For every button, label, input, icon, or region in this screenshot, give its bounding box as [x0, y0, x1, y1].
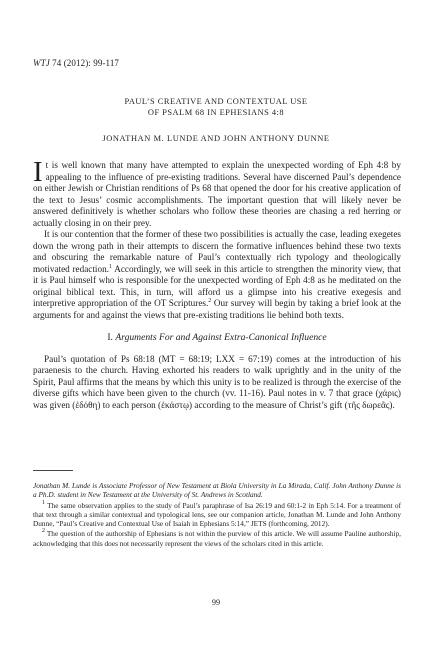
footnote-1-text: The same observation applies to the study of Paul’s paraphrase of Isa 26:19 and 60:1-2 in Eph 5:14. For a treatment of that text through a similar contextual and typological lens, see our companion article, Jonathan M. Lunde and John Anthony Dunne, “Paul’s Creative and Contextual Use of Isaiah in Ephesians 5:14,” JETS (forthcoming, 2012).	[33, 500, 401, 529]
footnote-1-number: 1	[42, 499, 45, 506]
section-title: Arguments For and Against Extra-Canonical Influence	[115, 332, 327, 343]
journal-volume: 74 (2012): 99-117	[49, 58, 120, 68]
article-body	[33, 156, 401, 411]
paragraph-2-text-a: It is our contention that the former of these two possibilities is actually the case, leading exegetes down the wrong path in their attempts to discern the formative influences behind these two texts and obscuring the remarkable nature of Paul’s contextually rich typology and theologically motivated redaction.	[33, 229, 401, 274]
journal-abbrev: WTJ	[33, 58, 50, 68]
footnote-2-text: The question of the authorship of Ephesians is not within the purview of this article. We will assume Pauline authorship, acknowledging that this does not necessarily represent the views of the scholars cited in this article.	[33, 529, 401, 548]
footnotes	[33, 481, 401, 549]
page-number: 99	[211, 598, 221, 607]
footnote-2	[33, 529, 401, 548]
drop-cap: I	[33, 156, 43, 188]
article-title-line2: OF PSALM 68 IN EPHESIANS 4:8	[147, 108, 285, 117]
footnote-1	[33, 501, 401, 529]
footnote-2-number: 2	[42, 528, 45, 535]
paragraph-2	[33, 229, 401, 321]
paragraph-2-text-c: Our survey will begin by taking a brief look at the arguments for and against the views that pre-existing traditions lie behind both texts.	[33, 298, 401, 320]
section-number: I.	[107, 332, 116, 343]
paragraph-3: Paul’s quotation of Ps 68:18 (MT = 68:19; LXX = 67:19) comes at the introduction of his paraenesis to the church. Having exhorted his readers to walk uprightly and in the unity of the Spirit, Paul affirms that the means by which this unity is to be realized is through the exercise of the diverse gifts which have been given to the church (vv. 11-16). Paul notes in v. 7 that grace (χάρις) was given (ἐδόθη) to each person (ἑκάστῳ) according to the measure of Christ’s gift (τῆς δωρεᾶς).	[33, 353, 401, 410]
paragraph-1	[33, 156, 401, 229]
section-heading	[33, 332, 401, 344]
paragraph-2-text-b: Accordingly, we will seek in this article to strengthen the minority view, that it is Paul himself who is responsible for the unexpected wording of Eph 4:8 as he meditated on the original biblical text. This, in turn, will afford us a glimpse into his creative exegesis and interpretive appropriation of the OT Scriptures.	[33, 263, 401, 308]
footnote-divider	[33, 470, 73, 471]
author-note: Jonathan M. Lunde is Associate Professor of New Testament at Biola University in La Mirada, Calif. John Anthony Dunne is a Ph.D. student in New Testament at the University of St. Andrews in Scotland.	[33, 481, 401, 500]
paragraph-1-text: t is well known that many have attempted to explain the unexpected wording of Eph 4:8 by appealing to the influence of pre-existing traditions. Several have discerned Paul’s dependence on either Jewish or Christian renditions of Ps 68 that opened the door for his creative application of the text to Jesus’ cosmic accomplishments. The important question that will likely never be answered definitively is whether scholars who follow these theories are chasing a red herring or actually closing in on their prey.	[33, 160, 401, 228]
journal-citation	[33, 58, 119, 68]
footnote-ref-1[interactable]: 1	[108, 263, 112, 270]
article-authors: JONATHAN M. LUNDE AND JOHN ANTHONY DUNNE	[102, 134, 330, 143]
article-title	[0, 96, 432, 118]
footnote-ref-2[interactable]: 2	[208, 298, 212, 304]
article-title-line1: PAUL’S CREATIVE AND CONTEXTUAL USE	[124, 97, 308, 106]
